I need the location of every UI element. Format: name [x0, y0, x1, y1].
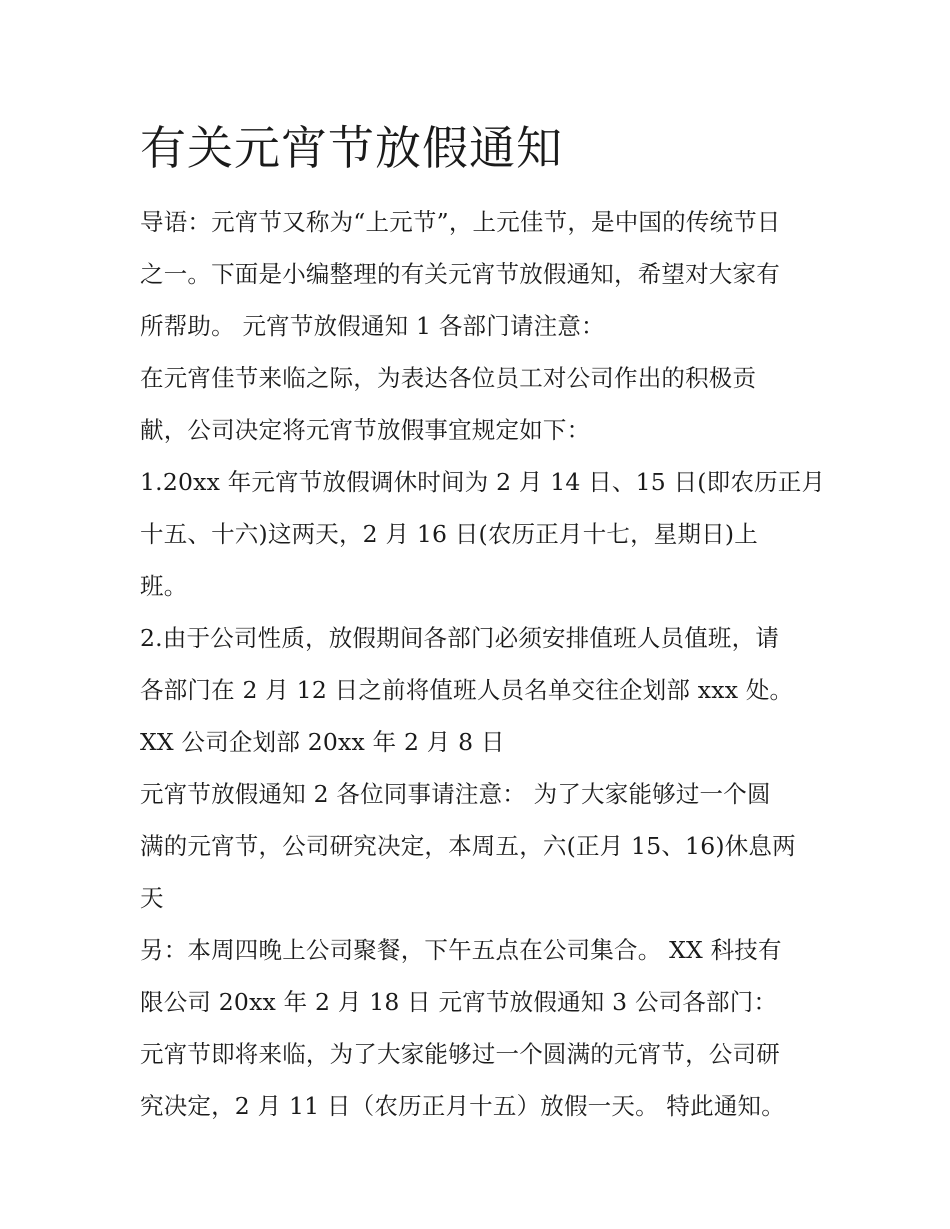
text-line: 另：本周四晚上公司聚餐，下午五点在公司集合。 XX 科技有	[140, 936, 782, 964]
text-line: 元宵节即将来临，为了大家能够过一个圆满的元宵节，公司研	[140, 1040, 780, 1068]
text-line: 所帮助。 元宵节放假通知 1 各部门请注意：	[140, 312, 605, 340]
text-line: 班。	[140, 572, 188, 600]
text-line: 1.20xx 年元宵节放假调休时间为 2 月 14 日、15 日(即农历正月	[140, 468, 826, 496]
text-line: 满的元宵节，公司研究决定，本周五，六(正月 15、16)休息两	[140, 832, 796, 860]
text-line: 十五、十六)这两天，2 月 16 日(农历正月十七，星期日)上	[140, 520, 758, 548]
text-line: 在元宵佳节来临之际，为表达各位员工对公司作出的积极贡	[140, 364, 757, 392]
text-line: 2.由于公司性质，放假期间各部门必须安排值班人员值班，请	[140, 624, 780, 652]
text-line: 限公司 20xx 年 2 月 18 日 元宵节放假通知 3 公司各部门：	[140, 988, 778, 1016]
text-line: 究决定，2 月 11 日（农历正月十五）放假一天。 特此通知。	[140, 1092, 785, 1120]
text-line: 天	[140, 884, 164, 912]
document-body	[140, 200, 830, 1136]
text-line: 之一。下面是小编整理的有关元宵节放假通知，希望对大家有	[140, 260, 780, 288]
text-line: 导语：元宵节又称为“上元节”，上元佳节，是中国的传统节日	[140, 208, 781, 236]
text-line: 元宵节放假通知 2 各位同事请注意： 为了大家能够过一个圆	[140, 780, 771, 808]
text-line: 献，公司决定将元宵节放假事宜规定如下：	[140, 416, 591, 444]
text-line: XX 公司企划部 20xx 年 2 月 8 日	[140, 728, 505, 756]
document-title: 有关元宵节放假通知	[140, 121, 563, 175]
text-line: 各部门在 2 月 12 日之前将值班人员名单交往企划部 xxx 处。	[140, 676, 794, 704]
